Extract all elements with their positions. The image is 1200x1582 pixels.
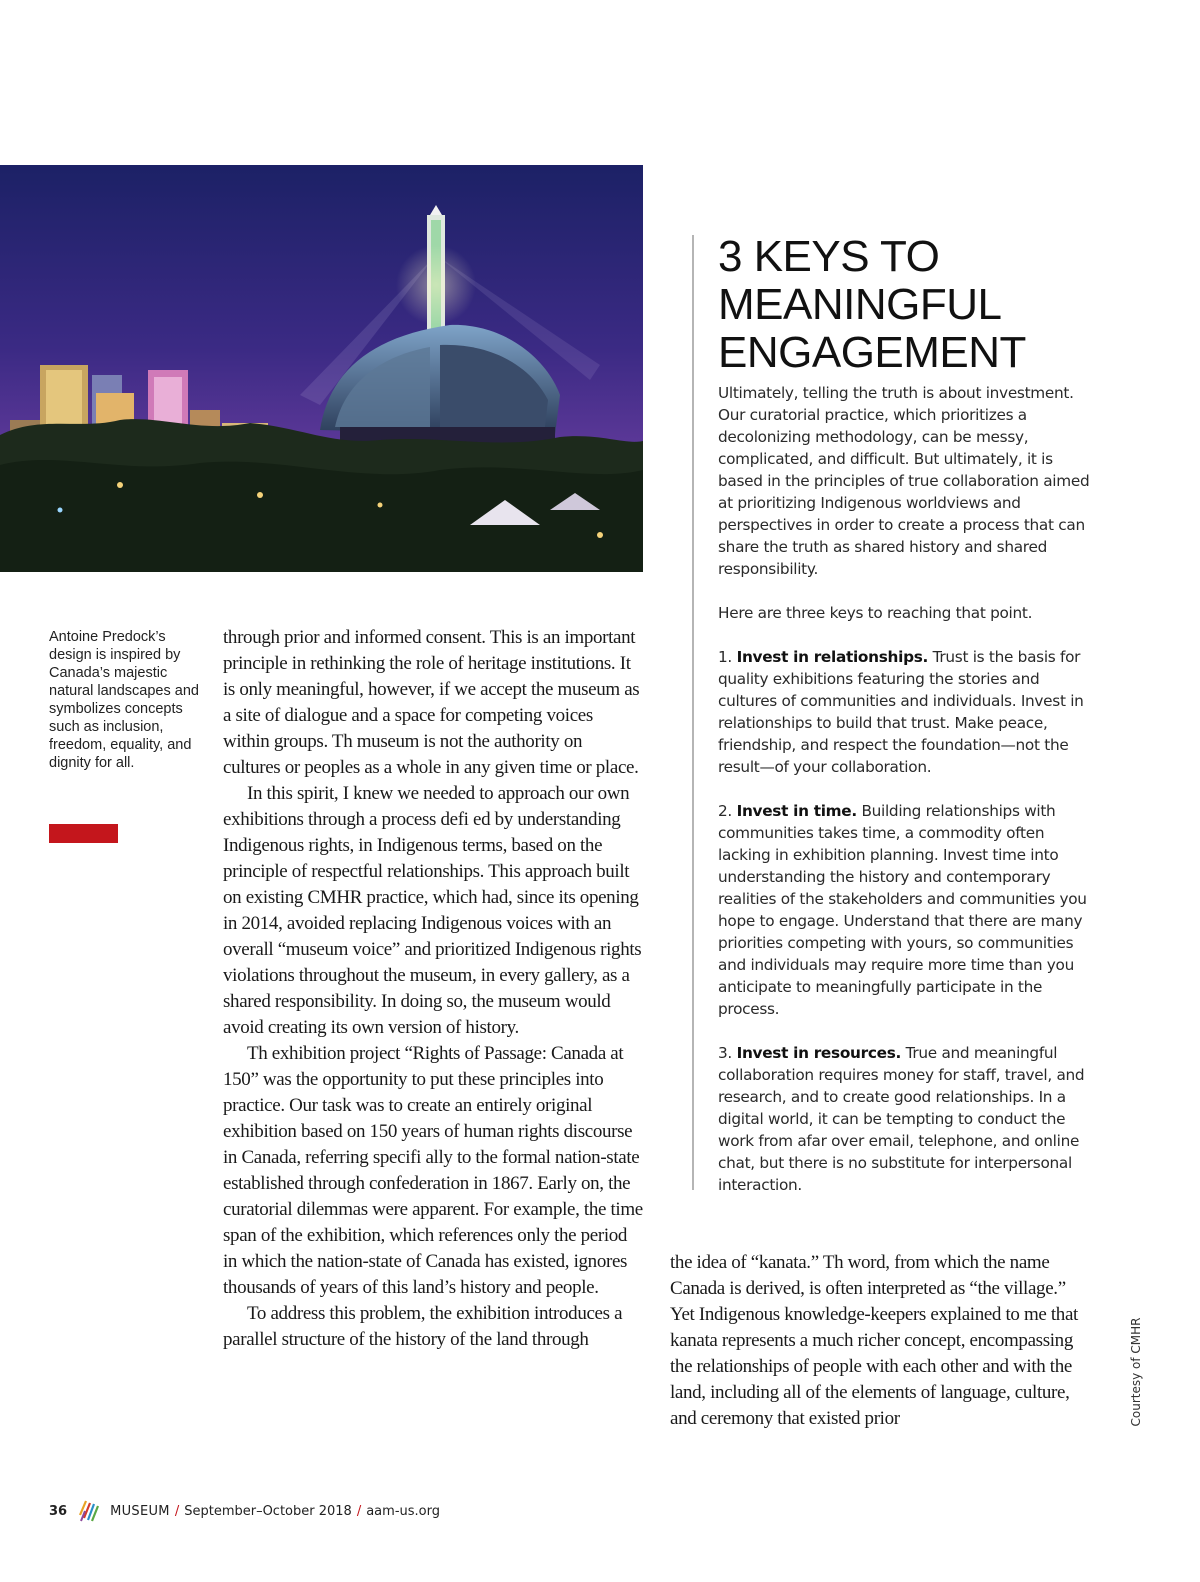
key-heading: Invest in time. xyxy=(736,802,857,820)
key-text: True and meaningful collaboration requires money for staff, travel, and research, and to create good relationships. In a digital world, it can be tempting to conduct the work from afar over email, telephone, and online chat, but there is no substitute for interpersonal interaction. xyxy=(718,1044,1085,1194)
sidebar-title xyxy=(718,233,1148,377)
website-link[interactable]: aam-us.org xyxy=(366,1503,440,1519)
key-item xyxy=(718,800,1096,1020)
body-paragraph: Th exhibition project “Rights of Passage: Canada at 150” was the opportunity to put these principles into practice. Our task was to create an entirely original exhibition based on 150 years of human rights discourse in Canada, referring specifi ally to the formal nation-state established through confederation in 1867. Early on, the curatorial dilemmas were apparent. For example, the time span of the exhibition, which references only the period in which the nation-state of Canada has existed, ignores thousands of years of this land’s history and people. xyxy=(223,1043,643,1298)
page-number: 36 xyxy=(49,1503,68,1519)
key-text: Trust is the basis for quality exhibitions featuring the stories and cultures of communities and individuals. Invest in relationships to build that trust. Make peace, friendship, and respect the foundation—not the result—of your collaboration. xyxy=(718,648,1084,776)
body-paragraph: In this spirit, I knew we needed to approach our own exhibitions through a process defi ed by understanding Indigenous rights, in Indigenous terms, based on the principle of respectful relationships. This approach built on existing CMHR practice, which had, since its opening in 2014, avoided replacing Indigenous voices with an overall “museum voice” and prioritized Indigenous rights violations throughout the museum, in every gallery, as a shared responsibility. In doing so, the museum would avoid creating its own version of history. xyxy=(223,783,642,1038)
page-footer xyxy=(49,1497,440,1525)
key-number: 2. xyxy=(718,802,732,820)
magazine-name: MUSEUM xyxy=(110,1503,170,1519)
key-heading: Invest in relationships. xyxy=(736,648,929,666)
photo-caption: Antoine Predock’s design is inspired by Canada’s majestic natural landscapes and symbolizes concepts such as inclusion, freedom, equality, and dignity for all. xyxy=(49,629,199,771)
sidebar-body xyxy=(718,382,1096,1218)
museum-photo xyxy=(0,165,643,572)
key-text: Building relationships with communities takes time, a commodity often lacking in exhibition planning. Invest time into understanding the history and contemporary realities of the stakeholders and communities you hope to engage. Understand that there are many priorities competing with yours, so communities and individuals may require more time than you anticipate to meaningfully participate in the process. xyxy=(718,802,1087,1018)
key-heading: Invest in resources. xyxy=(736,1044,902,1062)
sidebar-lead: Here are three keys to reaching that point. xyxy=(718,604,1033,622)
body-paragraph: To address this problem, the exhibition introduces a parallel structure of the history of the land through xyxy=(223,1303,623,1350)
photo-credit: Courtesy of CMHR xyxy=(1129,1317,1143,1427)
article-column-1 xyxy=(223,625,643,1353)
sidebar-intro: Ultimately, telling the truth is about investment. Our curatorial practice, which prioritizes a decolonizing methodology, can be messy, complicated, and difficult. But ultimately, it is based in the principles of true collaboration aimed at prioritizing Indigenous worldviews and perspectives in order to create a process that can share the truth as shared history and shared responsibility. xyxy=(718,384,1090,578)
museum-night-photo-icon xyxy=(0,165,643,572)
footer-separator: / xyxy=(174,1503,180,1519)
article-column-2 xyxy=(670,1250,1082,1432)
footer-separator: / xyxy=(356,1503,362,1519)
key-number: 1. xyxy=(718,648,732,666)
body-paragraph: through prior and informed consent. This is an important principle in rethinking the role of heritage institutions. It is only meaningful, however, if we accept the museum as a site of dialogue and a space for competing voices within groups. Th museum is not the authority on cultures or peoples as a whole in any given time or place. xyxy=(223,627,640,778)
key-item xyxy=(718,1042,1096,1196)
sidebar-divider xyxy=(692,235,694,1190)
title-line: 3 KEYS TO xyxy=(718,232,940,281)
title-line: ENGAGEMENT xyxy=(718,328,1026,377)
key-number: 3. xyxy=(718,1044,732,1062)
body-paragraph: the idea of “kanata.” Th word, from which the name Canada is derived, is often interpreted as “the village.” Yet Indigenous knowledge-keepers explained to me that kanata represents a much richer concept, encompassing the relationships of people with each other and with the land, including all of the elements of language, culture, and ceremony that existed prior xyxy=(670,1252,1078,1429)
title-line: MEANINGFUL xyxy=(718,280,1002,329)
aam-logo-icon xyxy=(77,1495,101,1527)
key-item xyxy=(718,646,1096,778)
caption-accent-bar xyxy=(49,824,118,843)
issue-date: September–October 2018 xyxy=(184,1503,352,1519)
